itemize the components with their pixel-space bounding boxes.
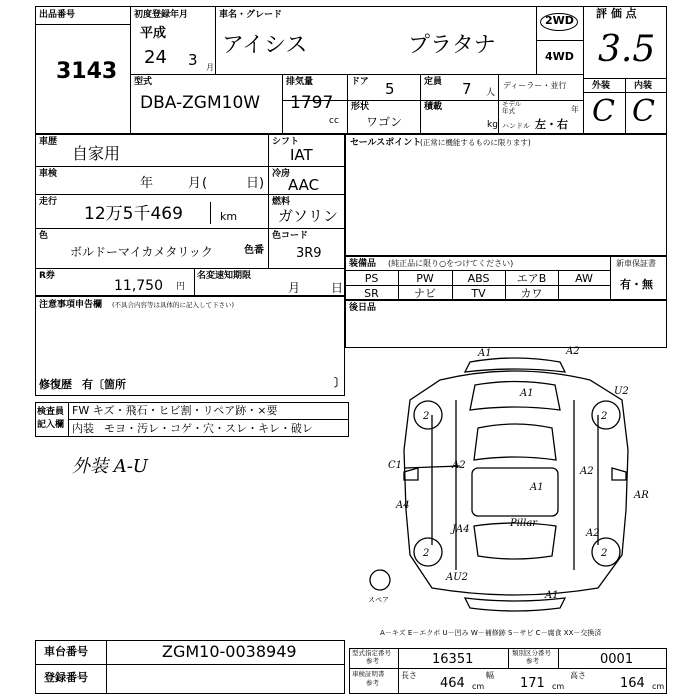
mark-wheel-rl: 2 [423, 548, 430, 559]
inspector-label1: 検査員 [37, 407, 65, 417]
category-number-label: 類別区分番号 [512, 649, 551, 657]
mark-wheel-fl: 2 [423, 411, 430, 422]
first-reg-month: 3 [188, 51, 198, 69]
mileage-label: 走行 [39, 197, 58, 207]
color-num-label: 色番 [244, 245, 264, 256]
sales-point-note: (正常に機能するものに限ります) [420, 138, 531, 147]
mark-rear-a1: A1 [545, 590, 559, 601]
inspector-label2: 記入欄 [37, 420, 65, 430]
score-int-label: 内装 [634, 81, 653, 91]
model-value: DBA-ZGM10W [140, 93, 261, 113]
warranty-day: 日 [331, 281, 344, 295]
equip-ps: PS [364, 272, 379, 285]
model-designation-sub: 参考 [366, 657, 379, 665]
mark-pillar: Pillar [510, 518, 538, 529]
drive-4wd-label: 4WD [545, 50, 574, 63]
equipment-label: 装備品 [349, 259, 377, 269]
inspector-exterior: FW キズ・飛石・ヒビ割・リペア跡・×要 [72, 404, 278, 417]
score-int: C [632, 94, 655, 129]
inspector-interior: モヨ・汚レ・コゲ・穴・スレ・キレ・破レ [104, 422, 313, 435]
capacity-value: 7 [462, 80, 472, 98]
dims-len: 464 [440, 676, 465, 691]
handle-label: ハンドル [502, 122, 530, 130]
load-unit: kg [487, 120, 498, 130]
displacement-unit: cc [329, 116, 339, 126]
mark-ar: AR [634, 490, 649, 501]
first-reg-era: 平成 [140, 26, 167, 41]
doors-label: ドア [351, 77, 369, 87]
color-label: 色 [39, 231, 49, 241]
warranty-month: 月 [288, 281, 301, 295]
model-year-label: モデル年式 [502, 100, 522, 115]
category-number-value: 0001 [600, 652, 634, 667]
aircon-value: AAC [288, 176, 320, 194]
mark-wheel-fr: 2 [601, 411, 608, 422]
repair-value: 有〔箇所 [82, 378, 126, 391]
color-code: 3R9 [296, 246, 322, 261]
inspection-month: 月 [188, 176, 202, 191]
model-year-unit: 年 [571, 105, 579, 114]
mark-front-a1: A1 [478, 348, 492, 359]
dims-len-unit: cm [472, 682, 485, 691]
mark-front-a2: A2 [566, 346, 580, 357]
sales-box [345, 134, 667, 256]
body-shape-value: ワゴン [366, 115, 403, 129]
first-reg-label: 初度登録年月 [134, 10, 189, 20]
body-shape-label: 形状 [351, 102, 370, 112]
mark-au2: AU2 [446, 572, 469, 583]
inspection-label: 車検 [39, 169, 58, 179]
mark-a2-left: A2 [452, 460, 466, 471]
spare-label: スペア [368, 596, 389, 604]
history-label: 車歴 [39, 137, 58, 147]
equip-pw: PW [416, 272, 434, 285]
score-value: 3.5 [598, 29, 656, 70]
dims-width-label: 幅 [486, 671, 494, 680]
new-warranty-value: 有・無 [620, 278, 653, 291]
chassis-label: 車台番号 [44, 645, 88, 658]
notes-sub: (不具合内容等は具体的に記入して下さい) [112, 301, 235, 309]
displacement-value: 1797 [290, 93, 334, 113]
mark-a2-rear: A2 [586, 528, 600, 539]
inspector-interior-label: 内装 [72, 422, 94, 435]
car-name-label: 車名・グレード [219, 10, 283, 20]
model-designation-value: 16351 [432, 652, 474, 667]
dims-len-label: 長さ [401, 671, 417, 680]
mark-c1: C1 [388, 460, 403, 471]
recycle-label: R券 [39, 271, 55, 281]
category-number-sub: 参考 [526, 657, 539, 665]
equip-abs: ABS [467, 272, 490, 285]
fuel-label: 燃料 [272, 197, 291, 207]
color-value: ボルドーマイカメタリック [70, 245, 213, 259]
repair-label: 修復歴 [39, 378, 72, 391]
handle-value: 左・右 [535, 118, 568, 131]
load-label: 積載 [424, 102, 443, 112]
displacement-label: 排気量 [286, 77, 314, 87]
equip-navi: ナビ [414, 287, 436, 300]
dims-label: 車検証明書 [352, 670, 385, 678]
mileage-unit: km [220, 210, 238, 223]
dims-width: 171 [520, 676, 545, 691]
shift-value: IAT [290, 146, 313, 164]
car-name: アイシス [222, 33, 308, 58]
equip-airbag: エアB [516, 272, 547, 285]
first-reg-year: 24 [144, 47, 167, 68]
lot-number: 3143 [56, 59, 118, 84]
chassis-value: ZGM10-0038949 [162, 642, 297, 661]
lot-label: 出品番号 [39, 10, 76, 20]
aircon-label: 冷房 [272, 169, 291, 179]
aftermarket-label: 後日品 [349, 303, 377, 313]
recycle-value: 11,750 [114, 278, 163, 294]
dims-height-label: 高さ [570, 671, 586, 680]
mark-a4: A4 [396, 500, 410, 511]
mark-roof-a1: A1 [530, 482, 544, 493]
dims-sub: 参考 [366, 679, 379, 687]
sales-point-label: セールスポイント [350, 138, 422, 148]
score-label: 評 価 点 [596, 7, 637, 20]
score-ext-label: 外装 [592, 81, 611, 91]
equip-aw: AW [575, 272, 593, 285]
mark-u2: U2 [614, 386, 629, 397]
capacity-unit: 人 [486, 88, 496, 98]
handwritten-note: 外装 A-U [72, 456, 148, 477]
recycle-unit: 円 [176, 282, 186, 292]
damage-legend: A－キズ E－エクボ U－凹み W－補修跡 S－サビ C－腐食 XX－交換済 [380, 629, 602, 637]
history-value: 自家用 [72, 144, 121, 163]
inspection-day: 日) [246, 176, 265, 191]
car-grade: プラタナ [408, 33, 496, 58]
equip-sr: SR [364, 287, 379, 300]
repair-close: 〕 [334, 376, 345, 389]
inspection-open: ( [202, 176, 208, 191]
first-reg-month-unit: 月 [206, 63, 214, 72]
notes-label: 注意事項申告欄 [39, 300, 103, 310]
score-ext: C [592, 94, 615, 129]
equipment-note: (純正品に限り○をつけてください) [388, 259, 514, 268]
dims-height: 164 [620, 676, 645, 691]
mark-a2-right: A2 [580, 466, 594, 477]
shift-label: シフト [272, 137, 300, 147]
mileage-value: 12万5千469 [84, 204, 183, 224]
warranty-label: 名変速知期限 [197, 271, 252, 281]
new-warranty-label: 新車保証書 [616, 259, 656, 268]
doors-value: 5 [385, 80, 395, 98]
dims-width-unit: cm [552, 682, 565, 691]
model-label: 型式 [134, 77, 153, 87]
fuel-value: ガソリン [278, 207, 339, 225]
drive-2wd-label: 2WD [545, 14, 574, 27]
inspection-year: 年 [140, 176, 154, 191]
mark-wheel-rr: 2 [601, 548, 608, 559]
color-code-label: 色コード [272, 231, 309, 241]
model-designation-label: 型式指定番号 [352, 649, 391, 657]
dealer-label: ディーラー・並行 [503, 81, 567, 90]
mark-ja4: JA4 [452, 524, 470, 535]
mark-hood-a1: A1 [520, 388, 534, 399]
equip-tv: TV [471, 287, 486, 300]
dims-height-unit: cm [652, 682, 665, 691]
equip-leather: カワ [520, 287, 543, 300]
registration-label: 登録番号 [44, 671, 88, 684]
car-damage-diagram [360, 340, 670, 620]
capacity-label: 定員 [424, 77, 443, 87]
